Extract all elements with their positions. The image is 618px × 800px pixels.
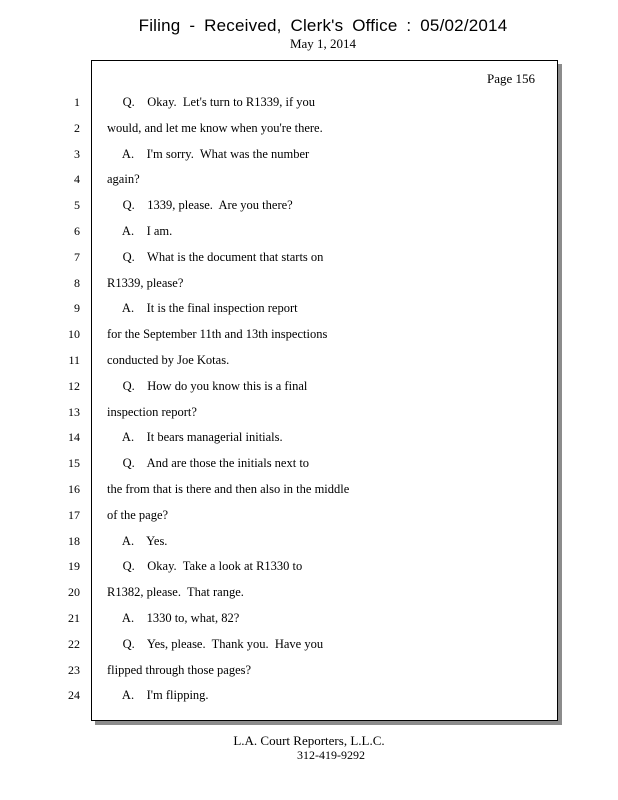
line-number: 8 bbox=[74, 276, 80, 290]
line-number: 9 bbox=[74, 301, 80, 315]
line-number: 1 bbox=[74, 95, 80, 109]
line-number: 2 bbox=[74, 121, 80, 135]
line-text: R1382, please. That range. bbox=[107, 585, 244, 599]
line-text: Q. Okay. Let's turn to R1339, if you bbox=[107, 95, 316, 109]
line-number: 15 bbox=[68, 456, 80, 470]
line-text: would, and let me know when you're there. bbox=[107, 121, 323, 135]
line-number: 7 bbox=[74, 250, 80, 264]
line-text: for the September 11th and 13th inspections bbox=[107, 327, 328, 341]
line-text: A. 1330 to, what, 82? bbox=[107, 611, 240, 625]
line-text: conducted by Joe Kotas. bbox=[107, 353, 230, 367]
line-number: 20 bbox=[68, 585, 80, 599]
line-text: A. It is the final inspection report bbox=[107, 301, 298, 315]
line-number: 6 bbox=[74, 224, 80, 238]
line-number: 11 bbox=[68, 353, 80, 367]
line-number: 22 bbox=[68, 637, 80, 651]
line-number: 3 bbox=[74, 147, 80, 161]
line-number: 12 bbox=[68, 379, 80, 393]
line-text: Q. Okay. Take a look at R1330 to bbox=[107, 559, 303, 573]
line-number: 5 bbox=[74, 198, 80, 212]
line-text: A. I'm flipping. bbox=[107, 688, 209, 702]
line-text: A. It bears managerial initials. bbox=[107, 430, 283, 444]
line-text: flipped through those pages? bbox=[107, 663, 252, 677]
filing-stamp: Filing - Received, Clerk's Office : 05/02/2014 bbox=[138, 16, 508, 35]
line-number: 23 bbox=[68, 663, 80, 677]
line-text: A. I'm sorry. What was the number bbox=[107, 147, 310, 161]
line-text: of the page? bbox=[107, 508, 169, 522]
line-text: inspection report? bbox=[107, 405, 197, 419]
line-number: 24 bbox=[68, 688, 80, 702]
line-number: 18 bbox=[68, 534, 80, 548]
line-number: 16 bbox=[68, 482, 80, 496]
line-text: A. I am. bbox=[107, 224, 173, 238]
page-number: Page 156 bbox=[487, 71, 536, 86]
line-number: 14 bbox=[68, 430, 80, 444]
line-text: Q. What is the document that starts on bbox=[107, 250, 324, 264]
line-text: Q. Yes, please. Thank you. Have you bbox=[107, 637, 324, 651]
line-text: Q. How do you know this is a final bbox=[107, 379, 308, 393]
line-text: A. Yes. bbox=[107, 534, 168, 548]
line-text: R1339, please? bbox=[107, 276, 184, 290]
line-number: 4 bbox=[74, 172, 80, 186]
line-number: 19 bbox=[68, 559, 80, 573]
line-number: 10 bbox=[68, 327, 80, 341]
line-text: again? bbox=[107, 172, 140, 186]
line-text: the from that is there and then also in the middle bbox=[107, 482, 350, 496]
line-text: Q. 1339, please. Are you there? bbox=[107, 198, 293, 212]
header-date: May 1, 2014 bbox=[289, 36, 357, 51]
footer-company: L.A. Court Reporters, L.L.C. bbox=[233, 733, 385, 748]
line-text: Q. And are those the initials next to bbox=[107, 456, 310, 470]
line-number: 17 bbox=[68, 508, 80, 522]
line-number: 13 bbox=[68, 405, 80, 419]
line-number: 21 bbox=[68, 611, 80, 625]
footer-phone: 312-419-9292 bbox=[297, 748, 365, 762]
